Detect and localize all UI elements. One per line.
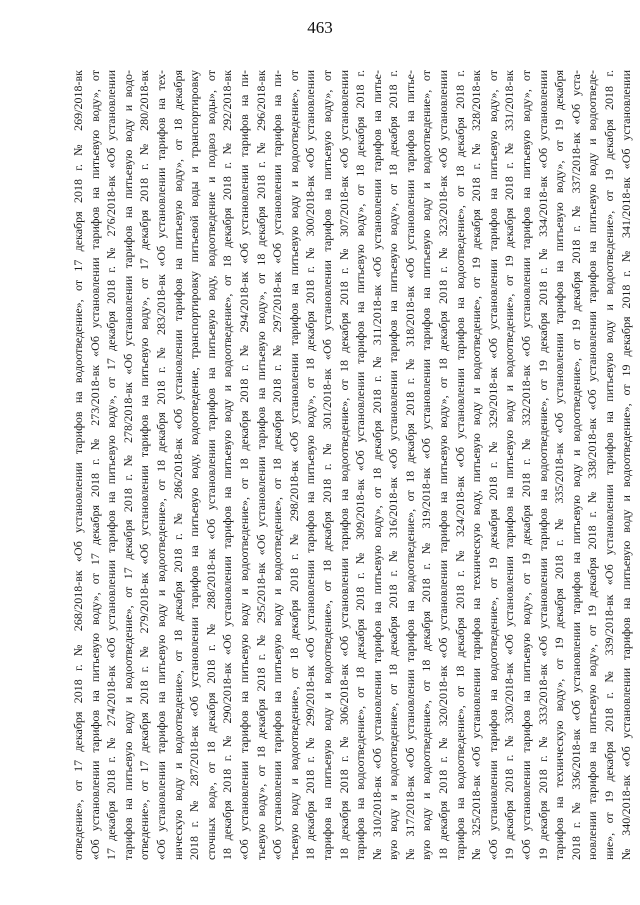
text-line: 18 декабря 2018 г. № 299/2018-вк «Об установлении тарифов на питьевую воду», от 18 декабря 2018 г. № 300/2018-вк «Об установлении [303,70,318,860]
text-line: № 340/2018-вк «Об установлении тарифов на питьевую воду и водоотведение», от 19 декабря 2018 г. № 341/2018-вк «Об установлении [618,70,633,860]
text-line: 18 декабря 2018 г. № 320/2018-вк «Об установлении тарифов на питьевую воду», от 18 декабря 2018 г. № 323/2018-вк «Об установлении [436,70,451,860]
text-line: 17 декабря 2018 г. № 274/2018-вк «Об установлении тарифов на питьевую воду», от 17 декабря 2018 г. № 276/2018-вк «Об установлении [104,70,119,860]
text-line: 19 декабря 2018 г. № 333/2018-вк «Об установлении тарифов на водоотведение», от 19 декабря 2018 г. № 334/2018-вк «Об установлении [535,70,550,860]
text-line: отведение», от 17 декабря 2018 г. № 279/2018-вк «Об установлении тарифов на питьевую воду», от 17 декабря 2018 г. № 280/2018-вк [137,70,152,860]
text-line: № 325/2018-вк «Об установлении тарифов на техническую воду, питьевую воду и водоотведение», от 19 декабря 2018 г. № 328/2018-вк [469,70,484,860]
text-line: новлении тарифов на питьевую воду», от 19 декабря 2018 г. № 338/2018-вк «Об установлении тарифов на питьевую воду и водоотведе- [585,70,600,860]
text-line: отведение», от 17 декабря 2018 г. № 268/2018-вк «Об установлении тарифов на водоотведение», от 17 декабря 2018 г. № 269/2018-вк [71,70,85,860]
text-line: тьевую воду», от 18 декабря 2018 г. № 295/2018-вк «Об установлении тарифов на питьевую воду», от 18 декабря 2018 г. № 296/2018-вк [253,70,268,860]
text-line: 18 декабря 2018 г. № 290/2018-вк «Об установлении тарифов на питьевую воду и водоотведение», от 18 декабря 2018 г. № 292/2018-вк [220,70,235,860]
text-line: № 317/2018-вк «Об установлении тарифов на водоотведение», от 18 декабря 2018 г. № 318/2018-вк «Об установлении тарифов на питье- [402,70,417,860]
text-line: ние», от 19 декабря 2018 г. № 339/2018-вк «Об установлении тарифов на питьевую воду и водоотведение», от 19 декабря 2018 г. [602,70,616,860]
document-body-text [70,70,633,860]
text-line: вую воду и водоотведение», от 18 декабря 2018 г. № 316/2018-вк «Об установлении тарифов на питьевую воду», от 18 декабря 2018 г. [386,70,401,860]
text-line: тарифов на техническую воду», от 19 декабря 2018 г. № 335/2018-вк «Об установлении тарифов на питьевую воду», от 19 декабря [552,70,567,860]
text-line: «Об установлении тарифов на питьевую воду», от 17 декабря 2018 г. № 273/2018-вк «Об установлении тарифов на питьевую воду», от [87,70,102,860]
text-line: 19 декабря 2018 г. № 330/2018-вк «Об установлении тарифов на питьевую воду и водоотведение», от 19 декабря 2018 г. № 331/2018-вк [502,70,517,860]
text-line: тарифов на питьевую воду и водоотведение», от 18 декабря 2018 г. № 301/2018-вк «Об установлении тарифов на питьевую воду», от [319,70,334,860]
text-line: 2018 г. № 287/2018-вк «Об установлении тарифов на питьевую воду, водоотведение, транспортировку питьевой воды и транспортировку [187,70,202,860]
text-line: 18 декабря 2018 г. № 306/2018-вк «Об установлении тарифов на водоотведение», от 18 декабря 2018 г. № 307/2018-вк «Об установлении [336,70,351,860]
text-line: тарифов на водоотведение», от 18 декабря 2018 г. № 324/2018-вк «Об установлении тарифов на водоотведение», от 18 декабря 2018 г. [452,70,467,860]
page-number: 463 [307,18,333,37]
text-line: ническую воду и водоотведение», от 18 декабря 2018 г. № 286/2018-вк «Об установлении тарифов на питьевую воду», от 18 декабря [170,70,185,860]
text-line: № 310/2018-вк «Об установлении тарифов на питьевую воду», от 18 декабря 2018 г. № 311/2018-вк «Об установлении тарифов на питье- [369,70,384,860]
text-line: «Об установлении тарифов на питьевую воду», от 19 декабря 2018 г. № 332/2018-вк «Об установлении тарифов на питьевую воду», от [519,70,534,860]
text-line: «Об установлении тарифов на питьевую воду и водоотведение», от 18 декабря 2018 г. № 294/2018-вк «Об установлении тарифов на пи- [236,70,251,860]
text-line: тарифов на питьевую воду и водоотведение», от 17 декабря 2018 г. № 278/2018-вк «Об установлении тарифов на питьевую воду и водо- [120,70,135,860]
text-line: «Об установлении тарифов на питьевую воду и водоотведение», от 18 декабря 2018 г. № 297/2018-вк «Об установлении тарифов на пи- [270,70,285,860]
text-line: тарифов на водоотведение», от 18 декабря 2018 г. № 309/2018-вк «Об установлении тарифов на питьевую воду», от 18 декабря 2018 г. [353,70,368,860]
text-line: 2018 г. № 336/2018-вк «Об установлении тарифов на питьевую воду и водоотведение», от 19 декабря 2018 г. № 337/2018-вк «Об уста- [568,70,583,860]
text-line: «Об установлении тарифов на питьевую воду и водоотведение», от 18 декабря 2018 г. № 283/2018-вк «Об установлении тарифов на тех- [153,70,168,860]
text-line: вую воду и водоотведение», от 18 декабря 2018 г. № 319/2018-вк «Об установлении тарифов на питьевую воду и водоотведение», от [419,70,434,860]
text-line: тьевую воду и водоотведение», от 18 декабря 2018 г. № 298/2018-вк «Об установлении тарифов на питьевую воду и водоотведение», от [286,70,301,860]
text-line: «Об установлении тарифов на водоотведение», от 19 декабря 2018 г. № 329/2018-вк «Об установлении тарифов на питьевую воду», от [485,70,500,860]
text-line: сточных вод», от 18 декабря 2018 г. № 288/2018-вк «Об установлении тарифов на питьевую воду, водоотведение и подвоз воды», от [203,70,218,860]
